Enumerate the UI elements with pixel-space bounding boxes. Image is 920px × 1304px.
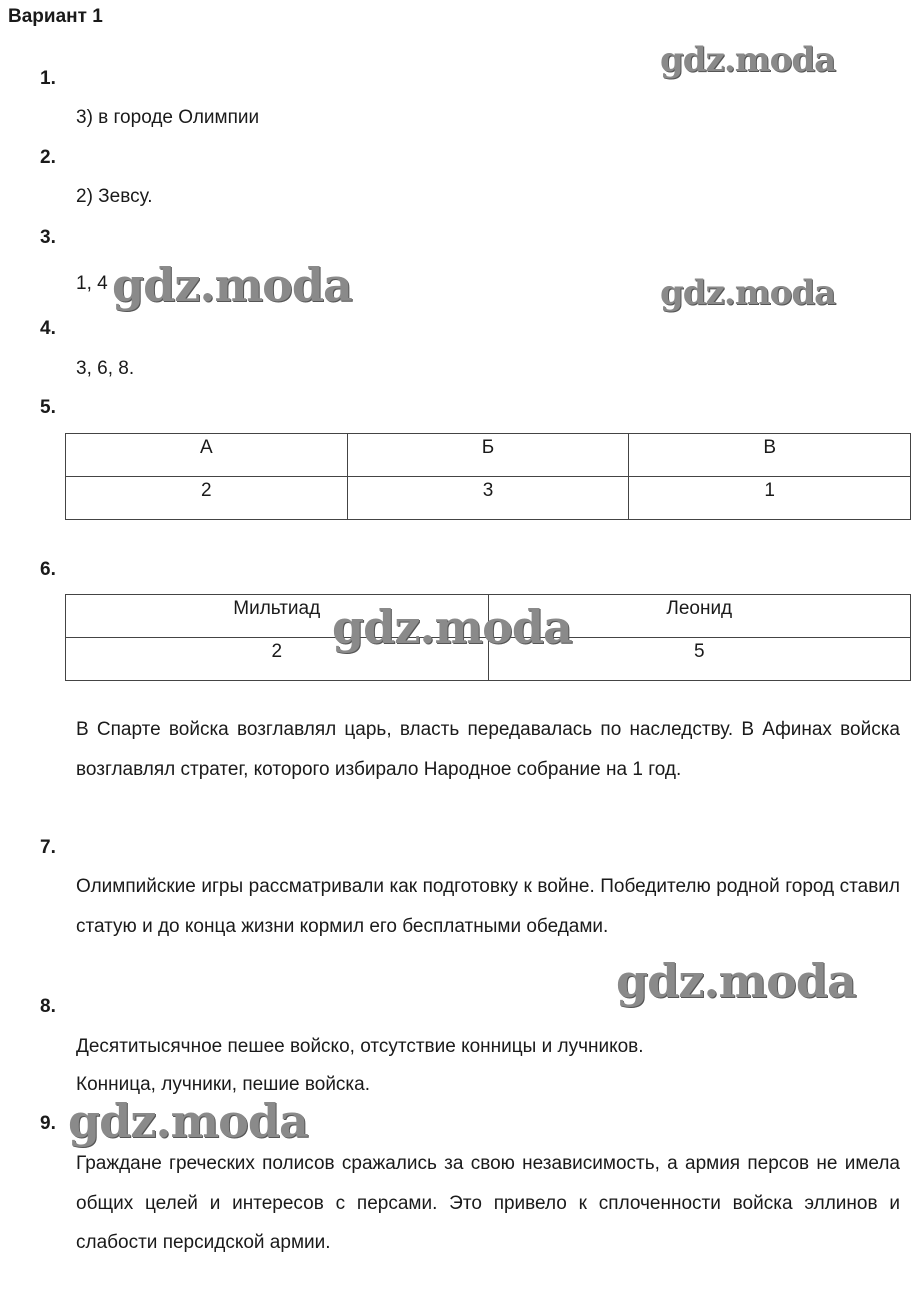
question-number-9: 9. [40, 1113, 56, 1134]
table6-value-miltiades: 2 [66, 638, 489, 681]
watermark-logo: gdz.moda [332, 600, 572, 654]
answer-table-5 [65, 433, 911, 520]
table5-value-a: 2 [66, 477, 348, 520]
answer-2: 2) Зевсу. [76, 186, 153, 207]
answer-6-text: В Спарте войска возглавлял царь, власть передавалась по наследству. В Афинах войска возглавлял стратег, которого избирало Народное собрание на 1 год. [76, 719, 900, 780]
table5-header-v: В [629, 434, 911, 477]
answer-8-line-2: Конница, лучники, пешие войска. [76, 1074, 371, 1095]
table6-value-leonidas: 5 [488, 638, 911, 681]
watermark-logo: gdz.moda [68, 1094, 308, 1148]
answer-1: 3) в городе Олимпии [76, 107, 260, 128]
answer-9-text: Граждане греческих полисов сражались за свою независимость, а армия персов не имела общих целей и интересов с персами. Это привело к сплоченности войска эллинов и слабости персидской армии. [76, 1153, 900, 1253]
question-number-8: 8. [40, 996, 56, 1017]
watermark-logo: gdz.moda [616, 954, 856, 1008]
table6-header-leonidas: Леонид [488, 595, 911, 638]
table5-header-b: Б [347, 434, 629, 477]
question-number-2: 2. [40, 147, 56, 168]
watermark-logo: gdz.moda [112, 258, 352, 312]
answer-4: 3, 6, 8. [76, 358, 135, 379]
answer-8-line-1: Десятитысячное пешее войско, отсутствие конницы и лучников. [76, 1036, 644, 1057]
question-number-1: 1. [40, 68, 56, 89]
question-number-7: 7. [40, 837, 56, 858]
question-number-4: 4. [40, 318, 56, 339]
answer-7-text: Олимпийские игры рассматривали как подготовку к войне. Победителю родной город ставил статую и до конца жизни кормил его бесплатными обедами. [76, 876, 900, 937]
watermark-logo: gdz.moda [660, 273, 836, 313]
question-number-5: 5. [40, 397, 56, 418]
watermark-logo: gdz.moda [660, 40, 836, 80]
page-title: Вариант 1 [8, 6, 103, 27]
table5-value-b: 3 [347, 477, 629, 520]
table6-header-miltiades: Мильтиад [66, 595, 489, 638]
question-number-6: 6. [40, 559, 56, 580]
table5-value-v: 1 [629, 477, 911, 520]
answer-3: 1, 4 [76, 273, 108, 294]
question-number-3: 3. [40, 227, 56, 248]
table5-header-a: А [66, 434, 348, 477]
